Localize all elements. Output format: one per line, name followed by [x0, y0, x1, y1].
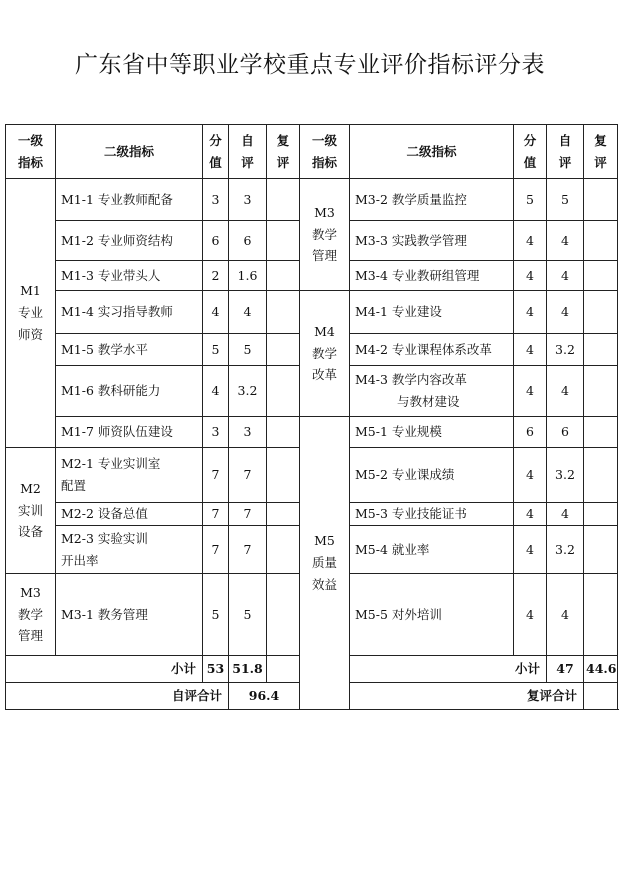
indicator-score: 7 — [203, 503, 229, 526]
subtotal-score: 47 — [547, 656, 584, 683]
indicator-score: 4 — [203, 366, 229, 417]
indicator-self: 4 — [547, 574, 584, 656]
header-review-right: 复 评 — [584, 125, 618, 179]
indicator-score: 6 — [514, 417, 547, 448]
indicator-self: 5 — [547, 179, 584, 221]
indicator-self: 4 — [547, 221, 584, 261]
indicator-review[interactable] — [584, 291, 618, 334]
group-m3: M3 教学 管理 — [6, 574, 56, 656]
table-row — [6, 179, 618, 221]
page-title: 广东省中等职业学校重点专业评价指标评分表 — [75, 52, 545, 78]
indicator-name: M1-2 专业师资结构 — [56, 221, 203, 261]
indicator-self: 7 — [229, 526, 267, 574]
indicator-review[interactable] — [584, 503, 618, 526]
indicator-name: M2-3 实验实训 开出率 — [56, 526, 203, 574]
indicator-name: M4-3 教学内容改革 与教材建设 — [350, 366, 514, 417]
indicator-review[interactable] — [584, 179, 618, 221]
indicator-score: 4 — [514, 366, 547, 417]
indicator-score: 6 — [203, 221, 229, 261]
indicator-review[interactable] — [267, 221, 300, 261]
indicator-name: M1-7 师资队伍建设 — [56, 417, 203, 448]
indicator-score: 4 — [514, 574, 547, 656]
indicator-score: 7 — [203, 526, 229, 574]
table-row — [6, 417, 618, 448]
group-m3-right: M3 教学 管理 — [300, 179, 350, 291]
indicator-score: 4 — [514, 526, 547, 574]
indicator-self: 4 — [547, 503, 584, 526]
indicator-name: M5-3 专业技能证书 — [350, 503, 514, 526]
indicator-review[interactable] — [584, 334, 618, 366]
indicator-score: 5 — [514, 179, 547, 221]
group-m2: M2 实训 设备 — [6, 448, 56, 574]
indicator-self: 7 — [229, 448, 267, 503]
subtotal-self: 51.8 — [229, 656, 267, 683]
header-review: 复 评 — [267, 125, 300, 179]
subtotal-label: 小计 — [350, 656, 547, 683]
indicator-name: M1-5 教学水平 — [56, 334, 203, 366]
group-m4: M4 教学 改革 — [300, 291, 350, 417]
subtotal-score: 53 — [203, 656, 229, 683]
indicator-review[interactable] — [267, 574, 300, 656]
header-self-right: 自 评 — [547, 125, 584, 179]
indicator-name: M4-1 专业建设 — [350, 291, 514, 334]
indicator-score: 3 — [203, 179, 229, 221]
indicator-score: 4 — [514, 291, 547, 334]
indicator-review[interactable] — [584, 417, 618, 448]
header-level1: 一级 指标 — [6, 125, 56, 179]
header-level1-right: 一级 指标 — [300, 125, 350, 179]
indicator-review[interactable] — [267, 417, 300, 448]
indicator-name: M3-4 专业教研组管理 — [350, 261, 514, 291]
indicator-score: 4 — [514, 503, 547, 526]
indicator-name: M3-1 教务管理 — [56, 574, 203, 656]
indicator-score: 7 — [203, 448, 229, 503]
indicator-score: 4 — [203, 291, 229, 334]
indicator-review[interactable] — [267, 261, 300, 291]
indicator-score: 5 — [203, 574, 229, 656]
self-total-label: 自评合计 — [6, 683, 229, 710]
indicator-self: 3 — [229, 179, 267, 221]
indicator-review[interactable] — [584, 366, 618, 417]
indicator-name: M1-6 教科研能力 — [56, 366, 203, 417]
header-row — [6, 125, 618, 179]
indicator-name: M1-3 专业带头人 — [56, 261, 203, 291]
review-total-value[interactable] — [584, 683, 618, 710]
header-score-right: 分 值 — [514, 125, 547, 179]
indicator-name: M4-2 专业课程体系改革 — [350, 334, 514, 366]
indicator-score: 2 — [203, 261, 229, 291]
indicator-score: 4 — [514, 261, 547, 291]
indicator-review[interactable] — [267, 503, 300, 526]
indicator-self: 4 — [547, 291, 584, 334]
indicator-score: 5 — [203, 334, 229, 366]
indicator-score: 3 — [203, 417, 229, 448]
indicator-name: M5-5 对外培训 — [350, 574, 514, 656]
indicator-name: M2-2 设备总值 — [56, 503, 203, 526]
indicator-name: M2-1 专业实训室 配置 — [56, 448, 203, 503]
header-level2-right: 二级指标 — [350, 125, 514, 179]
indicator-review[interactable] — [267, 179, 300, 221]
self-total-value: 96.4 — [229, 683, 300, 710]
indicator-self: 3.2 — [229, 366, 267, 417]
indicator-self: 6 — [229, 221, 267, 261]
subtotal-label: 小计 — [6, 656, 203, 683]
indicator-self: 6 — [547, 417, 584, 448]
indicator-name: M5-1 专业规模 — [350, 417, 514, 448]
indicator-name: M5-2 专业课成绩 — [350, 448, 514, 503]
indicator-review[interactable] — [267, 448, 300, 503]
header-self: 自 评 — [229, 125, 267, 179]
indicator-review[interactable] — [584, 261, 618, 291]
indicator-name: M3-3 实践教学管理 — [350, 221, 514, 261]
indicator-review[interactable] — [584, 221, 618, 261]
indicator-name: M1-1 专业教师配备 — [56, 179, 203, 221]
indicator-name: M1-4 实习指导教师 — [56, 291, 203, 334]
indicator-review[interactable] — [267, 291, 300, 334]
indicator-self: 3.2 — [547, 334, 584, 366]
header-level2: 二级指标 — [56, 125, 203, 179]
indicator-review[interactable] — [584, 526, 618, 574]
indicator-review[interactable] — [584, 574, 618, 656]
group-m1: M1 专业 师资 — [6, 179, 56, 448]
subtotal-review[interactable] — [267, 656, 300, 683]
indicator-self: 4 — [547, 261, 584, 291]
table-row — [6, 291, 618, 334]
indicator-review[interactable] — [267, 334, 300, 366]
indicator-score: 4 — [514, 221, 547, 261]
indicator-name: M5-4 就业率 — [350, 526, 514, 574]
group-m5: M5 质量 效益 — [300, 417, 350, 710]
indicator-name: M3-2 教学质量监控 — [350, 179, 514, 221]
indicator-self: 4 — [229, 291, 267, 334]
indicator-self: 4 — [547, 366, 584, 417]
indicator-review[interactable] — [267, 366, 300, 417]
indicator-self: 3.2 — [547, 448, 584, 503]
indicator-score: 4 — [514, 334, 547, 366]
subtotal-self: 44.6 — [584, 656, 618, 683]
indicator-review[interactable] — [267, 526, 300, 574]
indicator-self: 1.6 — [229, 261, 267, 291]
indicator-score: 4 — [514, 448, 547, 503]
indicator-self: 5 — [229, 334, 267, 366]
indicator-self: 5 — [229, 574, 267, 656]
indicator-self: 3 — [229, 417, 267, 448]
indicator-self: 3.2 — [547, 526, 584, 574]
review-total-label: 复评合计 — [350, 683, 584, 710]
indicator-review[interactable] — [584, 448, 618, 503]
indicator-self: 7 — [229, 503, 267, 526]
header-score: 分 值 — [203, 125, 229, 179]
score-table — [5, 124, 618, 710]
